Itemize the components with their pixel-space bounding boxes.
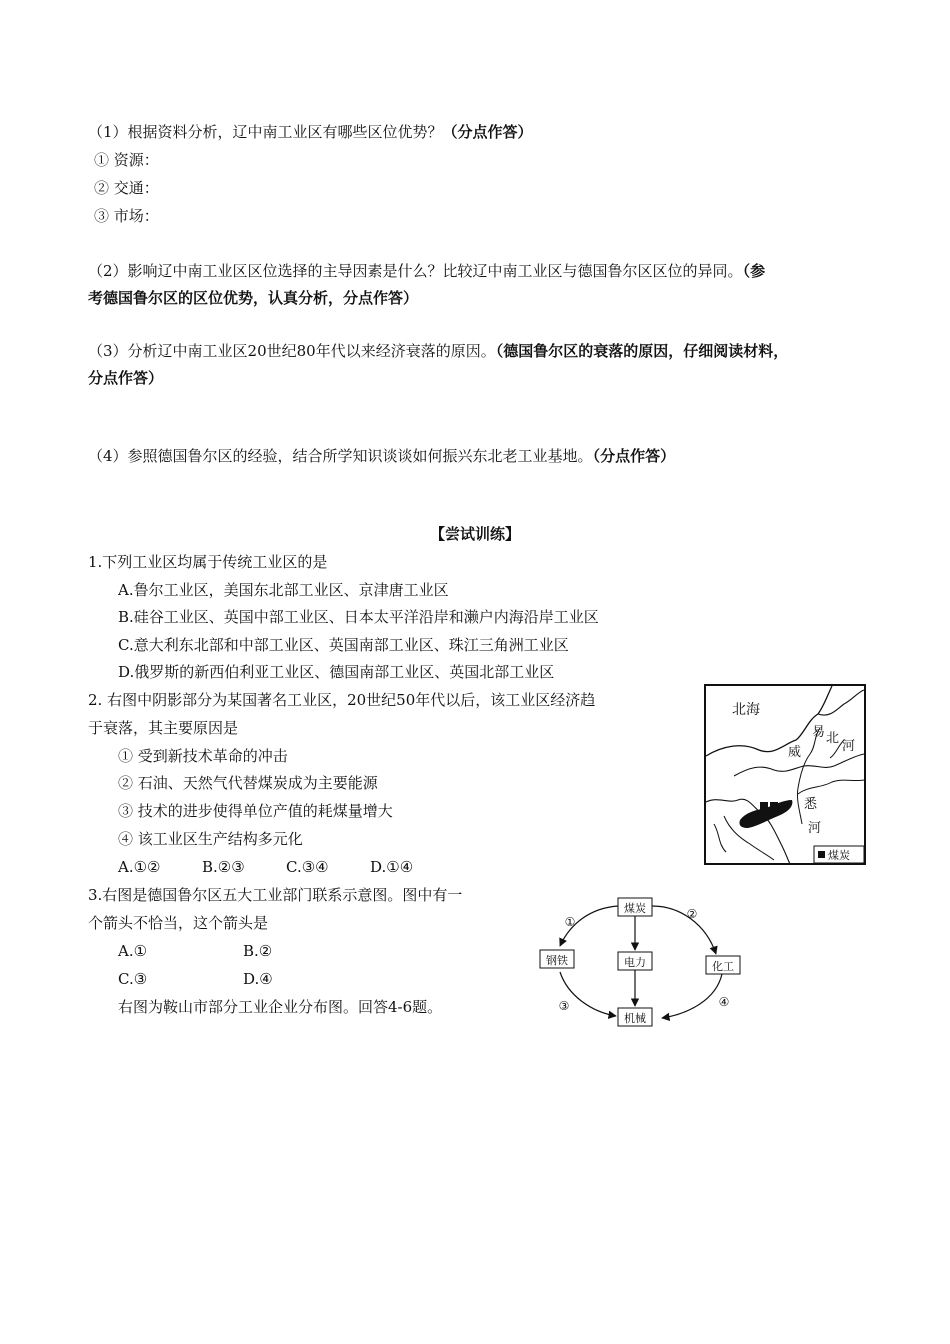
exercise-3-option-a: A.①: [118, 942, 148, 960]
question-1-text: （1）根据资料分析，辽中南工业区有哪些区位优势？: [88, 123, 443, 141]
map-label-sea: 北海: [732, 702, 760, 718]
exercise-3-options-row-2: [118, 969, 273, 989]
exercise-1-option-b: B.硅谷工业区、英国中部工业区、日本太平洋沿岸和濑户内海沿岸工业区: [118, 608, 599, 626]
industry-linkage-diagram: [534, 892, 752, 1030]
map-label-river-e2: 北: [826, 731, 840, 746]
question-4: [88, 446, 675, 466]
exercise-3-options-row-1: [118, 941, 272, 961]
question-3-text: （3）分析辽中南工业区20世纪80年代以来经济衰落的原因。: [88, 342, 496, 360]
question-2-hint-start: （参: [742, 262, 766, 280]
map-legend-symbol: [818, 851, 825, 858]
node-steel: 钢铁: [546, 954, 568, 967]
question-3-hint-start: （德国鲁尔区的衰落的原因，仔细阅读材料，: [495, 342, 789, 360]
map-label-river-s1: 悉: [804, 797, 818, 812]
exercise-4-intro: 右图为鞍山市部分工业企业分布图。回答4-6题。: [118, 998, 443, 1016]
exercise-3-stem-line-2: 个箭头不恰当，这个箭头是: [88, 914, 269, 932]
arrow-label-3: ③: [558, 999, 570, 1013]
arrow-label-4: ④: [718, 995, 730, 1009]
exercise-1-option-a: A.鲁尔工业区，美国东北部工业区、京津唐工业区: [118, 581, 449, 599]
section-title: 【尝试训练】: [429, 525, 520, 543]
coal-marker-1: [760, 802, 768, 810]
exercise-2-stem-line-2: 于衰落，其主要原因是: [88, 719, 239, 737]
question-1-hint: （分点作答）: [442, 123, 533, 141]
exercise-3-stem-line-1: 3.右图是德国鲁尔区五大工业部门联系示意图。图中有一: [88, 886, 463, 904]
map-label-river-s2: 河: [808, 821, 822, 836]
exercise-2-item-3: ③ 技术的进步使得单位产值的耗煤量增大: [118, 802, 393, 820]
exercise-3-option-b: B.②: [243, 942, 273, 960]
map-label-river-e3: 河: [842, 739, 856, 754]
exercise-2-options: [118, 857, 413, 877]
q1-item-resource: ① 资源：: [94, 151, 159, 169]
question-4-text: （4）参照德国鲁尔区的经验，结合所学知识谈谈如何振兴东北老工业基地。: [88, 447, 593, 465]
exercise-2-item-4: ④ 该工业区生产结构多元化: [118, 830, 303, 848]
exercise-2-stem-line-1: 2. 右图中阴影部分为某国著名工业区，20世纪50年代以后，该工业区经济趋: [88, 691, 596, 709]
arrow-4: [662, 974, 722, 1018]
exercise-1-option-c: C.意大利东北部和中部工业区、英国南部工业区、珠江三角洲工业区: [118, 636, 569, 654]
exercise-3-option-c: C.③: [118, 970, 148, 988]
question-2-hint-end: 考德国鲁尔区的区位优势，认真分析，分点作答）: [88, 289, 419, 307]
question-2-text: （2）影响辽中南工业区区位选择的主导因素是什么？比较辽中南工业区与德国鲁尔区区位的异同。: [88, 262, 743, 280]
arrow-label-1: ①: [564, 915, 576, 929]
map-legend-label: 煤炭: [828, 849, 850, 862]
exercise-1-option-d: D.俄罗斯的新西伯利亚工业区、德国南部工业区、英国北部工业区: [118, 663, 555, 681]
q1-item-transport: ② 交通：: [94, 179, 159, 197]
exercise-2-option-c: C.③④: [286, 858, 329, 876]
map-label-wei: 威: [788, 745, 802, 760]
coal-marker-2: [770, 802, 778, 810]
ruhr-map: [704, 684, 866, 865]
exercise-2-item-1: ① 受到新技术革命的冲击: [118, 747, 288, 765]
question-3-hint-end: 分点作答）: [88, 369, 164, 387]
exercise-2-option-a: A.①②: [118, 858, 161, 876]
arrow-label-2: ②: [686, 907, 698, 921]
node-machine: 机械: [624, 1012, 646, 1025]
question-2-line-1: [88, 261, 765, 281]
exercise-1-stem: 1.下列工业区均属于传统工业区的是: [88, 553, 328, 571]
exercise-2-option-d: D.①④: [370, 858, 414, 876]
exercise-2-item-2: ② 石油、天然气代替煤炭成为主要能源: [118, 774, 378, 792]
node-chem: 化工: [712, 960, 734, 973]
exercise-2-option-b: B.②③: [202, 858, 245, 876]
map-frame: [705, 685, 865, 864]
q1-item-market: ③ 市场：: [94, 207, 159, 225]
node-power: 电力: [624, 956, 646, 969]
question-3-line-1: [88, 341, 788, 361]
arrow-2: [652, 906, 716, 954]
exercise-3-option-d: D.④: [243, 970, 273, 988]
map-label-river-e1: 易: [812, 725, 826, 740]
question-1: [88, 122, 533, 142]
node-coal: 煤炭: [624, 902, 646, 915]
question-4-hint: （分点作答）: [592, 447, 676, 465]
